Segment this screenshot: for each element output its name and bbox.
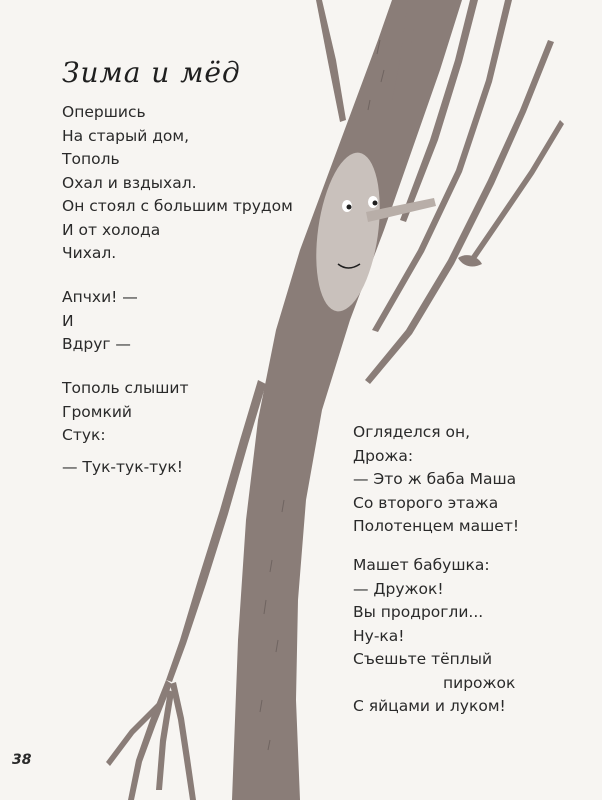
- tree-branch: [316, 0, 346, 122]
- page-number: 38: [12, 752, 32, 768]
- poem-line: Он стоял с большим трудом: [62, 197, 293, 215]
- poem-line: — Тук-тук-тук!: [62, 458, 183, 476]
- stanza-2: [62, 286, 138, 357]
- poem-line: Стук:: [62, 426, 106, 444]
- poem-line: И от холода: [62, 220, 161, 239]
- poem-line: Дрожа:: [353, 446, 414, 465]
- poem-line: — Дружок!: [353, 579, 444, 598]
- stanza-6: [353, 554, 515, 719]
- poem-line: Огляделся он,: [353, 423, 471, 441]
- poem-line: Чихал.: [62, 244, 117, 262]
- poem-line: Полотенцем машет!: [353, 517, 520, 535]
- poem-line: Съешьте тёплый: [353, 650, 493, 668]
- poem-line: Машет бабушка:: [353, 556, 490, 574]
- poem-line: Вдруг —: [62, 335, 131, 353]
- poem-line: И: [62, 311, 74, 330]
- poem-line: Тополь слышит: [62, 379, 189, 397]
- poem-line: Апчхи! —: [62, 288, 138, 306]
- stanza-4: [62, 456, 183, 480]
- poem-line: С яйцами и луком!: [353, 697, 506, 715]
- poem-line: Опершись: [62, 103, 146, 121]
- stanza-1: [62, 101, 293, 266]
- poem-title: Зима и мёд: [62, 56, 241, 89]
- poem-line: На старый дом,: [62, 126, 190, 145]
- tree-leaf: [458, 255, 482, 266]
- poem-line: — Это ж баба Маша: [353, 470, 517, 488]
- poem-line: Со второго этажа: [353, 493, 499, 512]
- stanza-5: [353, 421, 519, 539]
- tree-branch-twig: [170, 682, 196, 800]
- stanza-3: [62, 377, 189, 448]
- poem-line: Громкий: [62, 402, 132, 421]
- poem-line: Тополь: [62, 150, 120, 168]
- poem-line: Ну-ка!: [353, 626, 405, 645]
- poem-line: Охал и вздыхал.: [62, 173, 197, 192]
- poem-line: Вы продрогли...: [353, 603, 484, 621]
- poem-line: пирожок: [443, 673, 516, 692]
- tree-branch-twig: [106, 700, 164, 766]
